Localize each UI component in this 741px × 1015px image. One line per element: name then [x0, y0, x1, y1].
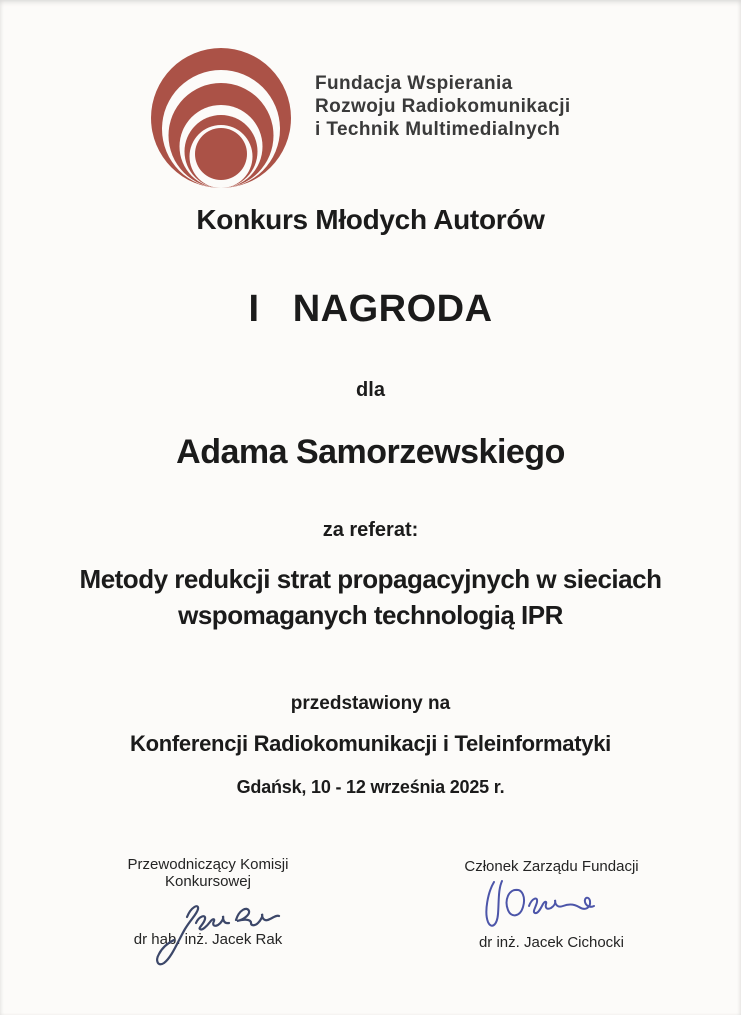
foundation-name-line: Fundacja Wspierania: [315, 73, 513, 94]
foundation-name-line: Rozwoju Radiokomunikacji: [315, 96, 571, 117]
radio-waves-icon: [145, 45, 297, 193]
award-title: I NAGRODA: [248, 288, 493, 330]
conference-name: Konferencji Radiokomunikacji i Teleinformatyki: [130, 731, 611, 756]
competition-title: Konkurs Młodych Autorów: [196, 204, 545, 235]
signature-role-left: Przewodniczący Komisji Konkursowej: [127, 856, 289, 890]
foundation-logo: [145, 45, 297, 198]
paper-intro: za referat:: [322, 519, 419, 541]
signature-role-right: Członek Zarządu Fundacji: [464, 858, 639, 875]
foundation-name: [315, 72, 571, 141]
recipient-intro: dla: [356, 379, 385, 401]
paper-title-line: wspomaganych technologią IPR: [178, 600, 563, 630]
paper-title: [0, 561, 741, 633]
foundation-name-line: i Technik Multimedialnych: [315, 119, 561, 140]
presented-at-label: przedstawiony na: [290, 693, 451, 714]
signatory-name-left: dr hab. inż. Jacek Rak: [133, 931, 283, 948]
paper-title-line: Metody redukcji strat propagacyjnych w sieciach: [79, 564, 662, 594]
event-date: Gdańsk, 10 - 12 września 2025 r.: [236, 777, 505, 797]
recipient-name: Adama Samorzewskiego: [176, 433, 565, 471]
signatory-name-right: dr inż. Jacek Cichocki: [478, 934, 625, 951]
